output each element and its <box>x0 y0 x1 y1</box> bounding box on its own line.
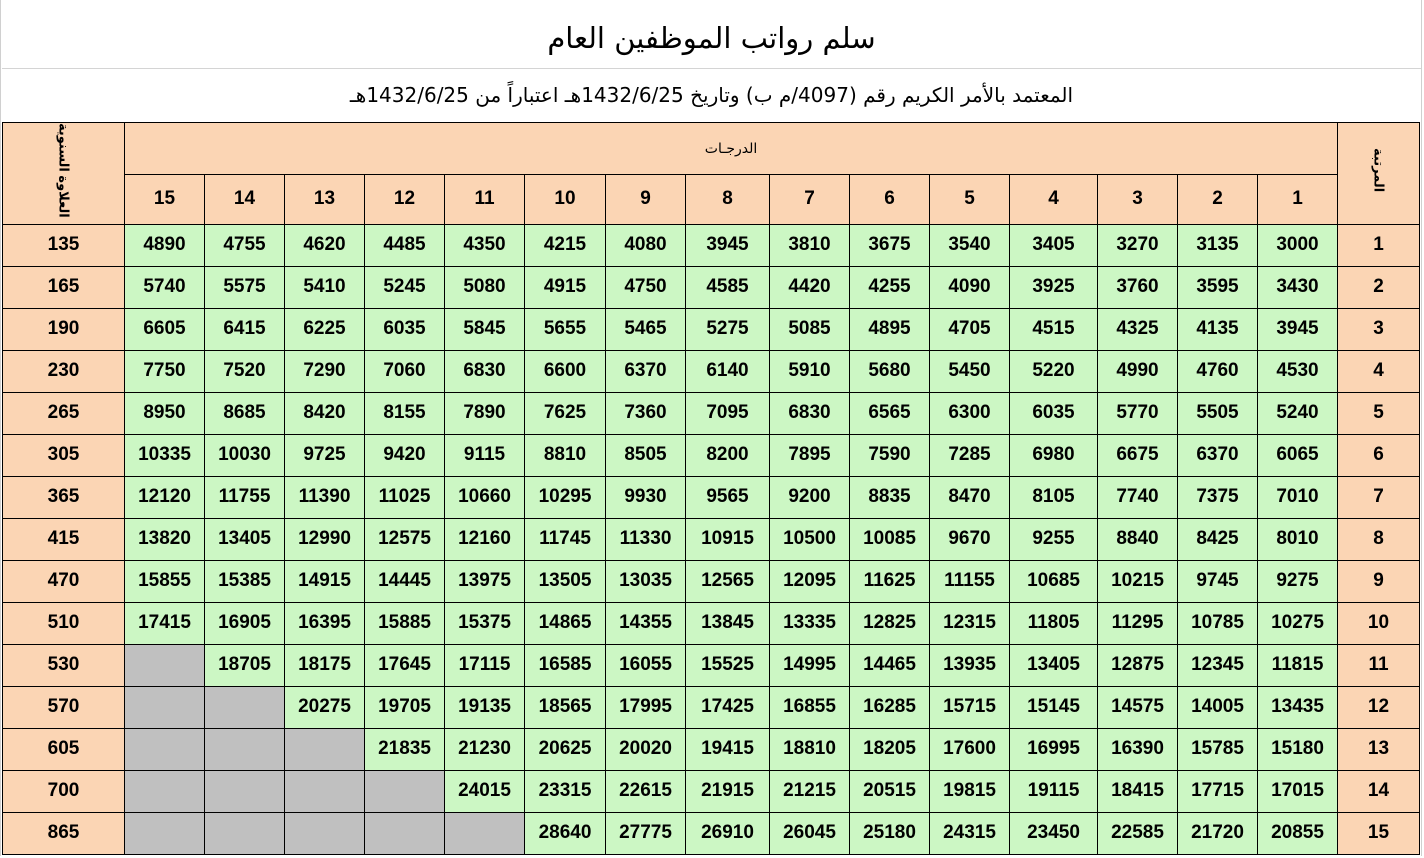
rank-cell: 9 <box>1338 560 1420 602</box>
salary-cell: 4585 <box>686 266 770 308</box>
rank-cell: 7 <box>1338 476 1420 518</box>
salary-cell: 14355 <box>606 602 686 644</box>
salary-cell: 18705 <box>205 644 285 686</box>
salary-cell: 13845 <box>686 602 770 644</box>
salary-cell: 11745 <box>525 518 606 560</box>
salary-cell: 4485 <box>365 224 445 266</box>
salary-cell: 3595 <box>1178 266 1258 308</box>
rank-header <box>1338 123 1420 225</box>
increment-cell: 165 <box>3 266 125 308</box>
rank-cell: 4 <box>1338 350 1420 392</box>
salary-cell: 5240 <box>1258 392 1338 434</box>
salary-cell: 17015 <box>1258 770 1338 812</box>
salary-cell: 20020 <box>606 728 686 770</box>
empty-cell <box>285 728 365 770</box>
salary-cell: 6675 <box>1098 434 1178 476</box>
table-row <box>3 476 1420 518</box>
salary-cell: 4325 <box>1098 308 1178 350</box>
salary-cell: 11155 <box>930 560 1010 602</box>
salary-cell: 20855 <box>1258 812 1338 854</box>
increment-cell: 865 <box>3 812 125 854</box>
salary-cell: 24015 <box>445 770 525 812</box>
increment-header-label: العلاوة السنوية <box>56 123 72 218</box>
grade-header-4: 4 <box>1010 174 1098 224</box>
salary-cell: 10685 <box>1010 560 1098 602</box>
salary-cell: 5450 <box>930 350 1010 392</box>
salary-cell: 28640 <box>525 812 606 854</box>
table-row <box>3 266 1420 308</box>
salary-cell: 24315 <box>930 812 1010 854</box>
grade-numbers-row <box>3 174 1420 224</box>
table-row <box>3 350 1420 392</box>
table-row <box>3 602 1420 644</box>
rank-cell: 3 <box>1338 308 1420 350</box>
salary-cell: 22615 <box>606 770 686 812</box>
grade-header-1: 1 <box>1258 174 1338 224</box>
salary-cell: 11025 <box>365 476 445 518</box>
salary-cell: 14005 <box>1178 686 1258 728</box>
salary-cell: 6300 <box>930 392 1010 434</box>
salary-cell: 20515 <box>850 770 930 812</box>
grade-header-6: 6 <box>850 174 930 224</box>
salary-cell: 15385 <box>205 560 285 602</box>
salary-cell: 12990 <box>285 518 365 560</box>
salary-cell: 7590 <box>850 434 930 476</box>
salary-cell: 3945 <box>686 224 770 266</box>
salary-cell: 26045 <box>770 812 850 854</box>
salary-cell: 6605 <box>125 308 205 350</box>
salary-cell: 17115 <box>445 644 525 686</box>
salary-cell: 21835 <box>365 728 445 770</box>
salary-cell: 15180 <box>1258 728 1338 770</box>
salary-cell: 15885 <box>365 602 445 644</box>
salary-cell: 6035 <box>365 308 445 350</box>
salary-cell: 9200 <box>770 476 850 518</box>
grade-header-10: 10 <box>525 174 606 224</box>
empty-cell <box>125 728 205 770</box>
salary-cell: 9275 <box>1258 560 1338 602</box>
salary-cell: 3430 <box>1258 266 1338 308</box>
salary-cell: 11390 <box>285 476 365 518</box>
salary-cell: 7010 <box>1258 476 1338 518</box>
salary-cell: 14915 <box>285 560 365 602</box>
empty-cell <box>445 812 525 854</box>
empty-cell <box>205 686 285 728</box>
salary-cell: 4705 <box>930 308 1010 350</box>
salary-cell: 16395 <box>285 602 365 644</box>
salary-cell: 4760 <box>1178 350 1258 392</box>
salary-cell: 8810 <box>525 434 606 476</box>
rank-cell: 13 <box>1338 728 1420 770</box>
salary-cell: 11295 <box>1098 602 1178 644</box>
page-subtitle: المعتمد بالأمر الكريم رقم (4097/م ب) وتاريخ 1432/6/25هـ اعتباراً من 1432/6/25هـ <box>349 83 1074 107</box>
salary-cell: 5220 <box>1010 350 1098 392</box>
rank-cell: 11 <box>1338 644 1420 686</box>
salary-cell: 15785 <box>1178 728 1258 770</box>
grade-header-11: 11 <box>445 174 525 224</box>
salary-cell: 3810 <box>770 224 850 266</box>
salary-cell: 13405 <box>1010 644 1098 686</box>
rank-cell: 10 <box>1338 602 1420 644</box>
salary-cell: 17995 <box>606 686 686 728</box>
salary-cell: 16390 <box>1098 728 1178 770</box>
rank-cell: 5 <box>1338 392 1420 434</box>
salary-cell: 18565 <box>525 686 606 728</box>
salary-cell: 8685 <box>205 392 285 434</box>
rank-cell: 8 <box>1338 518 1420 560</box>
salary-cell: 21915 <box>686 770 770 812</box>
rank-cell: 2 <box>1338 266 1420 308</box>
salary-cell: 23450 <box>1010 812 1098 854</box>
salary-cell: 10915 <box>686 518 770 560</box>
salary-cell: 10275 <box>1258 602 1338 644</box>
salary-cell: 10215 <box>1098 560 1178 602</box>
salary-cell: 15855 <box>125 560 205 602</box>
salary-cell: 10295 <box>525 476 606 518</box>
salary-cell: 4755 <box>205 224 285 266</box>
salary-cell: 11815 <box>1258 644 1338 686</box>
increment-cell: 415 <box>3 518 125 560</box>
salary-cell: 10335 <box>125 434 205 476</box>
salary-cell: 15525 <box>686 644 770 686</box>
salary-cell: 4080 <box>606 224 686 266</box>
table-row <box>3 770 1420 812</box>
grade-header-9: 9 <box>606 174 686 224</box>
salary-cell: 11330 <box>606 518 686 560</box>
grade-header-15: 15 <box>125 174 205 224</box>
grade-header-8: 8 <box>686 174 770 224</box>
salary-cell: 10785 <box>1178 602 1258 644</box>
salary-cell: 8835 <box>850 476 930 518</box>
salary-cell: 4350 <box>445 224 525 266</box>
salary-cell: 6370 <box>606 350 686 392</box>
salary-cell: 5845 <box>445 308 525 350</box>
salary-cell: 3540 <box>930 224 1010 266</box>
salary-cell: 16855 <box>770 686 850 728</box>
salary-cell: 5080 <box>445 266 525 308</box>
increment-cell: 530 <box>3 644 125 686</box>
salary-cell: 19705 <box>365 686 445 728</box>
salary-cell: 9565 <box>686 476 770 518</box>
salary-cell: 13405 <box>205 518 285 560</box>
salary-cell: 19815 <box>930 770 1010 812</box>
salary-cell: 4135 <box>1178 308 1258 350</box>
increment-cell: 570 <box>3 686 125 728</box>
salary-cell: 19415 <box>686 728 770 770</box>
salary-cell: 8840 <box>1098 518 1178 560</box>
salary-cell: 12120 <box>125 476 205 518</box>
salary-cell: 16995 <box>1010 728 1098 770</box>
salary-cell: 10500 <box>770 518 850 560</box>
salary-cell: 14995 <box>770 644 850 686</box>
increment-cell: 365 <box>3 476 125 518</box>
salary-cell: 7060 <box>365 350 445 392</box>
salary-cell: 17600 <box>930 728 1010 770</box>
empty-cell <box>125 770 205 812</box>
salary-cell: 4895 <box>850 308 930 350</box>
salary-cell: 13975 <box>445 560 525 602</box>
salary-cell: 5910 <box>770 350 850 392</box>
salary-cell: 12345 <box>1178 644 1258 686</box>
rank-cell: 12 <box>1338 686 1420 728</box>
table-row <box>3 308 1420 350</box>
salary-cell: 14575 <box>1098 686 1178 728</box>
salary-cell: 11805 <box>1010 602 1098 644</box>
table-row <box>3 518 1420 560</box>
salary-cell: 6600 <box>525 350 606 392</box>
grade-header-14: 14 <box>205 174 285 224</box>
table-row <box>3 728 1420 770</box>
salary-cell: 6035 <box>1010 392 1098 434</box>
salary-cell: 5505 <box>1178 392 1258 434</box>
salary-cell: 7890 <box>445 392 525 434</box>
salary-cell: 5085 <box>770 308 850 350</box>
salary-cell: 17715 <box>1178 770 1258 812</box>
salary-cell: 10030 <box>205 434 285 476</box>
salary-cell: 6065 <box>1258 434 1338 476</box>
salary-cell: 12565 <box>686 560 770 602</box>
salary-cell: 13935 <box>930 644 1010 686</box>
salary-cell: 21215 <box>770 770 850 812</box>
salary-cell: 7360 <box>606 392 686 434</box>
salary-cell: 3675 <box>850 224 930 266</box>
salary-cell: 8470 <box>930 476 1010 518</box>
salary-cell: 5740 <box>125 266 205 308</box>
salary-scale-table <box>2 122 1420 855</box>
salary-cell: 22585 <box>1098 812 1178 854</box>
salary-cell: 6565 <box>850 392 930 434</box>
empty-cell <box>125 686 205 728</box>
salary-cell: 19135 <box>445 686 525 728</box>
salary-cell: 3405 <box>1010 224 1098 266</box>
salary-cell: 7285 <box>930 434 1010 476</box>
salary-cell: 12575 <box>365 518 445 560</box>
salary-cell: 7290 <box>285 350 365 392</box>
increment-cell: 230 <box>3 350 125 392</box>
salary-cell: 17645 <box>365 644 445 686</box>
salary-cell: 9725 <box>285 434 365 476</box>
salary-cell: 8420 <box>285 392 365 434</box>
salary-cell: 6370 <box>1178 434 1258 476</box>
salary-cell: 18810 <box>770 728 850 770</box>
salary-cell: 12095 <box>770 560 850 602</box>
salary-cell: 10085 <box>850 518 930 560</box>
salary-cell: 4515 <box>1010 308 1098 350</box>
salary-cell: 9420 <box>365 434 445 476</box>
salary-cell: 5575 <box>205 266 285 308</box>
empty-cell <box>125 644 205 686</box>
increment-cell: 190 <box>3 308 125 350</box>
salary-cell: 13035 <box>606 560 686 602</box>
salary-cell: 5465 <box>606 308 686 350</box>
salary-cell: 4215 <box>525 224 606 266</box>
increment-cell: 605 <box>3 728 125 770</box>
grade-header-7: 7 <box>770 174 850 224</box>
salary-cell: 8155 <box>365 392 445 434</box>
salary-cell: 4890 <box>125 224 205 266</box>
rank-cell: 15 <box>1338 812 1420 854</box>
salary-cell: 20275 <box>285 686 365 728</box>
increment-cell: 700 <box>3 770 125 812</box>
empty-cell <box>205 812 285 854</box>
grade-header-12: 12 <box>365 174 445 224</box>
salary-cell: 16905 <box>205 602 285 644</box>
salary-cell: 7740 <box>1098 476 1178 518</box>
increment-cell: 510 <box>3 602 125 644</box>
empty-cell <box>205 770 285 812</box>
salary-cell: 8505 <box>606 434 686 476</box>
salary-cell: 4255 <box>850 266 930 308</box>
empty-cell <box>205 728 285 770</box>
salary-cell: 8010 <box>1258 518 1338 560</box>
empty-cell <box>125 812 205 854</box>
salary-cell: 6225 <box>285 308 365 350</box>
grade-header-13: 13 <box>285 174 365 224</box>
salary-cell: 18205 <box>850 728 930 770</box>
table-row <box>3 686 1420 728</box>
page-title: سلم رواتب الموظفين العام <box>2 8 1421 69</box>
salary-cell: 7520 <box>205 350 285 392</box>
salary-cell: 15375 <box>445 602 525 644</box>
salary-cell: 14865 <box>525 602 606 644</box>
table-row <box>3 644 1420 686</box>
salary-cell: 16585 <box>525 644 606 686</box>
salary-cell: 6830 <box>770 392 850 434</box>
salary-cell: 21720 <box>1178 812 1258 854</box>
rank-header-label: المرتبة <box>1371 148 1387 193</box>
table-row <box>3 224 1420 266</box>
salary-cell: 12160 <box>445 518 525 560</box>
salary-cell: 8200 <box>686 434 770 476</box>
salary-cell: 3945 <box>1258 308 1338 350</box>
increment-cell: 265 <box>3 392 125 434</box>
salary-cell: 6415 <box>205 308 285 350</box>
salary-cell: 12825 <box>850 602 930 644</box>
salary-cell: 11625 <box>850 560 930 602</box>
salary-cell: 9930 <box>606 476 686 518</box>
salary-cell: 8950 <box>125 392 205 434</box>
salary-cell: 3925 <box>1010 266 1098 308</box>
salary-cell: 21230 <box>445 728 525 770</box>
salary-cell: 3000 <box>1258 224 1338 266</box>
salary-cell: 19115 <box>1010 770 1098 812</box>
grade-header-2: 2 <box>1178 174 1258 224</box>
salary-cell: 4420 <box>770 266 850 308</box>
salary-cell: 6830 <box>445 350 525 392</box>
increment-cell: 470 <box>3 560 125 602</box>
salary-cell: 9670 <box>930 518 1010 560</box>
salary-cell: 12315 <box>930 602 1010 644</box>
salary-cell: 23315 <box>525 770 606 812</box>
salary-cell: 7625 <box>525 392 606 434</box>
salary-cell: 3135 <box>1178 224 1258 266</box>
table-row <box>3 560 1420 602</box>
increment-cell: 135 <box>3 224 125 266</box>
salary-cell: 12875 <box>1098 644 1178 686</box>
increment-header <box>3 123 125 225</box>
salary-cell: 4090 <box>930 266 1010 308</box>
salary-cell: 26910 <box>686 812 770 854</box>
salary-cell: 14465 <box>850 644 930 686</box>
salary-cell: 13820 <box>125 518 205 560</box>
salary-cell: 8105 <box>1010 476 1098 518</box>
table-row <box>3 392 1420 434</box>
salary-cell: 5770 <box>1098 392 1178 434</box>
grades-header: الدرجـات <box>125 123 1338 175</box>
salary-cell: 13435 <box>1258 686 1338 728</box>
salary-cell: 5655 <box>525 308 606 350</box>
grade-header-3: 3 <box>1098 174 1178 224</box>
salary-cell: 17425 <box>686 686 770 728</box>
salary-cell: 18175 <box>285 644 365 686</box>
salary-cell: 9745 <box>1178 560 1258 602</box>
salary-cell: 4620 <box>285 224 365 266</box>
salary-cell: 7895 <box>770 434 850 476</box>
empty-cell <box>365 770 445 812</box>
salary-cell: 5245 <box>365 266 445 308</box>
rank-cell: 1 <box>1338 224 1420 266</box>
salary-cell: 4990 <box>1098 350 1178 392</box>
salary-cell: 4750 <box>606 266 686 308</box>
salary-cell: 14445 <box>365 560 445 602</box>
salary-cell: 11755 <box>205 476 285 518</box>
salary-cell: 13335 <box>770 602 850 644</box>
salary-cell: 15715 <box>930 686 1010 728</box>
salary-cell: 6140 <box>686 350 770 392</box>
salary-cell: 7375 <box>1178 476 1258 518</box>
empty-cell <box>285 770 365 812</box>
salary-cell: 16285 <box>850 686 930 728</box>
salary-cell: 18415 <box>1098 770 1178 812</box>
salary-cell: 9115 <box>445 434 525 476</box>
salary-cell: 4530 <box>1258 350 1338 392</box>
salary-cell: 4915 <box>525 266 606 308</box>
increment-cell: 305 <box>3 434 125 476</box>
salary-cell: 7095 <box>686 392 770 434</box>
rank-cell: 14 <box>1338 770 1420 812</box>
salary-cell: 3270 <box>1098 224 1178 266</box>
salary-cell: 8425 <box>1178 518 1258 560</box>
salary-cell: 10660 <box>445 476 525 518</box>
rank-cell: 6 <box>1338 434 1420 476</box>
table-row <box>3 812 1420 854</box>
salary-cell: 5680 <box>850 350 930 392</box>
salary-cell: 13505 <box>525 560 606 602</box>
salary-cell: 25180 <box>850 812 930 854</box>
grade-header-5: 5 <box>930 174 1010 224</box>
salary-rows <box>3 224 1420 854</box>
empty-cell <box>365 812 445 854</box>
salary-cell: 7750 <box>125 350 205 392</box>
salary-cell: 20625 <box>525 728 606 770</box>
salary-cell: 5410 <box>285 266 365 308</box>
empty-cell <box>285 812 365 854</box>
salary-cell: 15145 <box>1010 686 1098 728</box>
salary-cell: 6980 <box>1010 434 1098 476</box>
salary-cell: 16055 <box>606 644 686 686</box>
salary-cell: 3760 <box>1098 266 1178 308</box>
salary-cell: 9255 <box>1010 518 1098 560</box>
salary-cell: 17415 <box>125 602 205 644</box>
table-row <box>3 434 1420 476</box>
salary-cell: 5275 <box>686 308 770 350</box>
salary-cell: 27775 <box>606 812 686 854</box>
